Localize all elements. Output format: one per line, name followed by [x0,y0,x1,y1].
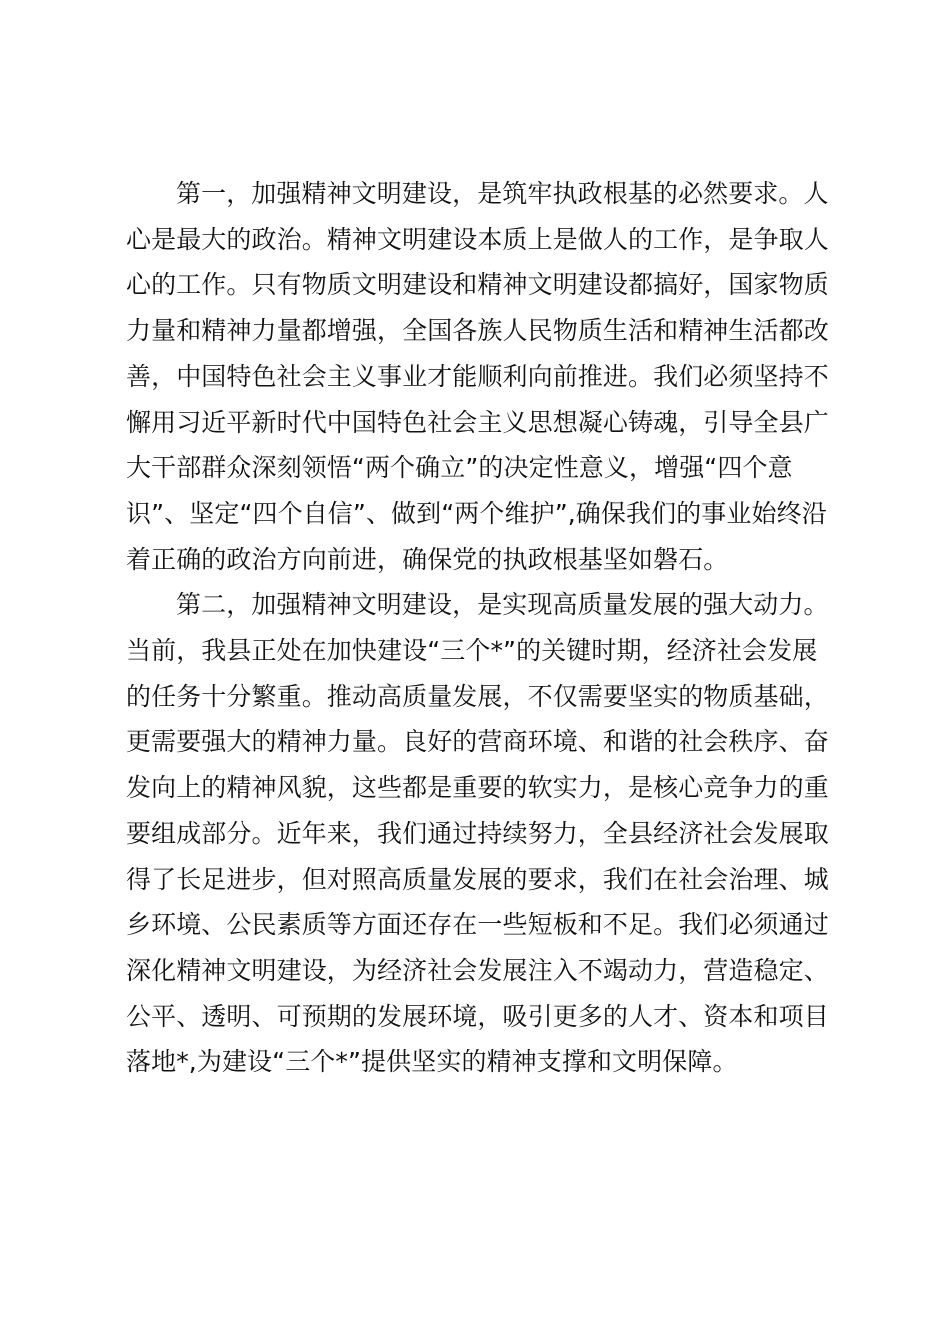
paragraph-first: 第一，加强精神文明建设，是筑牢执政根基的必然要求。人心是最大的政治。精神文明建设本质上是做人的工作，是争取人心的工作。只有物质文明建设和精神文明建设都搞好，国家物质力量和精神力量都增强，全国各族人民物质生活和精神生活都改善，中国特色社会主义事业才能顺利向前推进。我们必须坚持不懈用习近平新时代中国特色社会主义思想凝心铸魂，引导全县广大干部群众深刻领悟“两个确立”的决定性意义，增强“四个意识”、坚定“四个自信”、做到“两个维护”,确保我们的事业始终沿着正确的政治方向前进，确保党的执政根基坚如磐石。 [126,179,829,574]
document-body [126,171,838,1085]
paragraph-second: 第二，加强精神文明建设，是实现高质量发展的强大动力。当前，我县正处在加快建设“三个*”的关键时期，经济社会发展的任务十分繁重。推动高质量发展，不仅需要坚实的物质基础，更需要强大的精神力量。良好的营商环境、和谐的社会秩序、奋发向上的精神风貌，这些都是重要的软实力，是核心竞争力的重要组成部分。近年来，我们通过持续努力，全县经济社会发展取得了长足进步，但对照高质量发展的要求，我们在社会治理、城乡环境、公民素质等方面还存在一些短板和不足。我们必须通过深化精神文明建设，为经济社会发展注入不竭动力，营造稳定、公平、透明、可预期的发展环境，吸引更多的人才、资本和项目落地*,为建设“三个*”提供坚实的精神支撑和文明保障。 [126,590,829,1077]
